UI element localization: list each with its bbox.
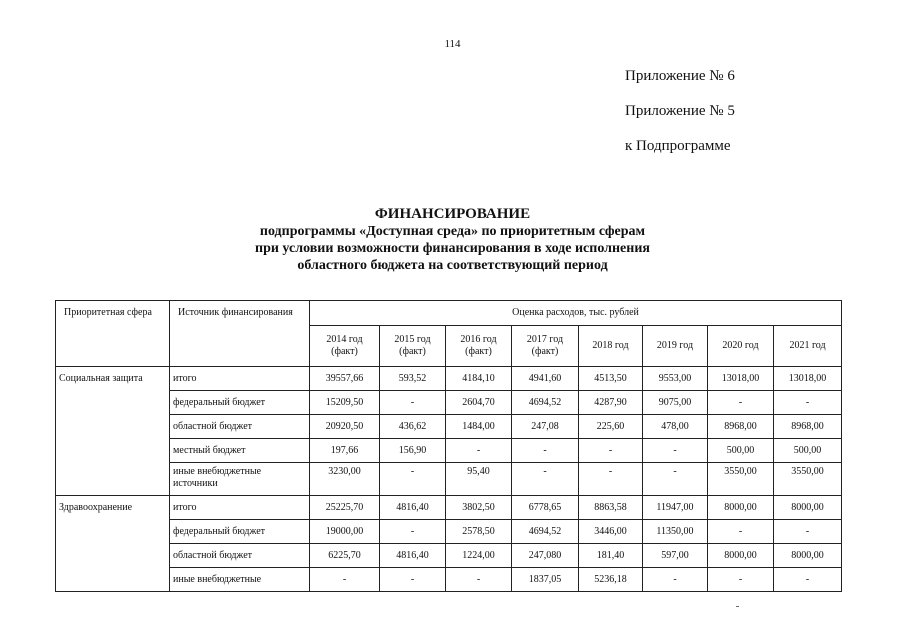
value-cell: 4513,50 [579, 367, 643, 391]
value-cell: - [708, 391, 774, 415]
value-cell: 8863,58 [579, 496, 643, 520]
value-cell: 436,62 [380, 415, 446, 439]
header-year [708, 326, 774, 367]
table-row [56, 544, 842, 568]
value-cell: 2578,50 [446, 520, 512, 544]
header-year [310, 326, 380, 367]
header-year-note: (факт) [399, 346, 426, 357]
value-cell: 13018,00 [708, 367, 774, 391]
source-cell: федеральный бюджет [170, 391, 310, 415]
value-cell: 11350,00 [643, 520, 708, 544]
category-cell [56, 544, 170, 568]
value-cell: 4941,60 [512, 367, 579, 391]
header-year [774, 326, 842, 367]
financing-table [55, 300, 842, 592]
source-cell: федеральный бюджет [170, 520, 310, 544]
value-cell: 4694,52 [512, 391, 579, 415]
value-cell: 8000,00 [708, 544, 774, 568]
value-cell: 3550,00 [774, 463, 842, 496]
value-cell: 181,40 [579, 544, 643, 568]
value-cell: - [380, 391, 446, 415]
source-cell: местный бюджет [170, 439, 310, 463]
header-year-label: 2019 год [656, 340, 694, 351]
title-main: ФИНАНСИРОВАНИЕ [374, 206, 531, 222]
header-source: Источник финансирования [170, 301, 310, 367]
document-title [0, 206, 905, 274]
page-number: 114 [444, 38, 461, 50]
value-cell: - [512, 463, 579, 496]
value-cell: - [579, 463, 643, 496]
value-cell: 500,00 [708, 439, 774, 463]
value-cell: - [708, 520, 774, 544]
table-row [56, 568, 842, 592]
value-cell: - [579, 439, 643, 463]
value-cell: 25225,70 [310, 496, 380, 520]
source-cell: областной бюджет [170, 544, 310, 568]
header-year [643, 326, 708, 367]
value-cell: 247,080 [512, 544, 579, 568]
value-cell: 13018,00 [774, 367, 842, 391]
category-cell: Здравоохранение [56, 496, 170, 520]
header-year-label: 2021 год [789, 340, 826, 351]
value-cell: 20920,50 [310, 415, 380, 439]
header-year [579, 326, 643, 367]
header-year-note: (факт) [331, 346, 358, 357]
title-line-4: областного бюджета на соответствующий период [297, 258, 608, 273]
value-cell: 3230,00 [310, 463, 380, 496]
source-cell: областной бюджет [170, 415, 310, 439]
value-cell: 225,60 [579, 415, 643, 439]
value-cell: 8968,00 [708, 415, 774, 439]
value-cell: 1484,00 [446, 415, 512, 439]
header-year [446, 326, 512, 367]
value-cell: 500,00 [774, 439, 842, 463]
value-cell: 197,66 [310, 439, 380, 463]
header-category: Приоритетная сфера [56, 301, 170, 367]
value-cell: 8000,00 [774, 496, 842, 520]
category-cell [56, 439, 170, 463]
table-row [56, 496, 842, 520]
value-cell: 1224,00 [446, 544, 512, 568]
table-row [56, 463, 842, 496]
appendix-line-3: к Подпрограмме [625, 138, 731, 154]
header-year-label: 2014 год [326, 334, 363, 345]
value-cell: 5236,18 [579, 568, 643, 592]
value-cell: 2604,70 [446, 391, 512, 415]
value-cell: 4816,40 [380, 496, 446, 520]
header-year-label: 2020 год [722, 340, 759, 351]
value-cell: 593,52 [380, 367, 446, 391]
value-cell: 6778,65 [512, 496, 579, 520]
value-cell: 1837,05 [512, 568, 579, 592]
value-cell: 8000,00 [774, 544, 842, 568]
value-cell: 3802,50 [446, 496, 512, 520]
category-cell [56, 568, 170, 592]
value-cell: - [380, 568, 446, 592]
header-year [380, 326, 446, 367]
value-cell: - [380, 463, 446, 496]
table-row [56, 520, 842, 544]
value-cell: 8000,00 [708, 496, 774, 520]
value-cell: - [774, 520, 842, 544]
header-year [512, 326, 579, 367]
header-year-label: 2017 год [526, 334, 564, 345]
value-cell: 9075,00 [643, 391, 708, 415]
value-cell: 3446,00 [579, 520, 643, 544]
table-row [56, 415, 842, 439]
header-estimate: Оценка расходов, тыс. рублей [310, 301, 842, 326]
value-cell: 597,00 [643, 544, 708, 568]
value-cell: 478,00 [643, 415, 708, 439]
value-cell: 4184,10 [446, 367, 512, 391]
source-cell: иные внебюджетные источники [170, 463, 310, 496]
table-row [56, 439, 842, 463]
value-cell: 39557,66 [310, 367, 380, 391]
value-cell: - [512, 439, 579, 463]
value-cell: - [380, 520, 446, 544]
table-row [56, 367, 842, 391]
appendix-line-2: Приложение № 5 [625, 103, 735, 119]
value-cell: 11947,00 [643, 496, 708, 520]
value-cell: 95,40 [446, 463, 512, 496]
category-cell [56, 391, 170, 415]
value-cell: 15209,50 [310, 391, 380, 415]
header-year-label: 2018 год [592, 340, 629, 351]
title-line-2: подпрограммы «Доступная среда» по приоритетным сферам [259, 224, 646, 239]
category-cell [56, 463, 170, 496]
header-year-label: 2015 год [394, 334, 431, 345]
value-cell: 9553,00 [643, 367, 708, 391]
value-cell: - [310, 568, 380, 592]
value-cell: - [643, 439, 708, 463]
category-cell: Социальная защита [56, 367, 170, 391]
table-row [56, 391, 842, 415]
value-cell: - [708, 568, 774, 592]
value-cell: 4694,52 [512, 520, 579, 544]
value-cell: - [774, 568, 842, 592]
value-cell: - [643, 568, 708, 592]
value-cell: 8968,00 [774, 415, 842, 439]
category-cell [56, 415, 170, 439]
appendix-line-1: Приложение № 6 [625, 68, 735, 84]
value-cell: 4287,90 [579, 391, 643, 415]
value-cell: 6225,70 [310, 544, 380, 568]
value-cell: 3550,00 [708, 463, 774, 496]
value-cell: - [643, 463, 708, 496]
table-body [56, 367, 842, 592]
value-cell: - [446, 439, 512, 463]
header-year-label: 2016 год [460, 334, 497, 345]
category-cell [56, 520, 170, 544]
header-year-note: (факт) [531, 346, 559, 357]
value-cell: 156,90 [380, 439, 446, 463]
value-cell: - [446, 568, 512, 592]
header-year-note: (факт) [465, 346, 492, 357]
value-cell: - [774, 391, 842, 415]
source-cell: иные внебюджетные [170, 568, 310, 592]
scan-mark [736, 606, 739, 607]
value-cell: 19000,00 [310, 520, 380, 544]
value-cell: 247,08 [512, 415, 579, 439]
source-cell: итого [170, 367, 310, 391]
source-cell: итого [170, 496, 310, 520]
title-line-3: при условии возможности финансирования в ходе исполнения [255, 241, 650, 256]
value-cell: 4816,40 [380, 544, 446, 568]
